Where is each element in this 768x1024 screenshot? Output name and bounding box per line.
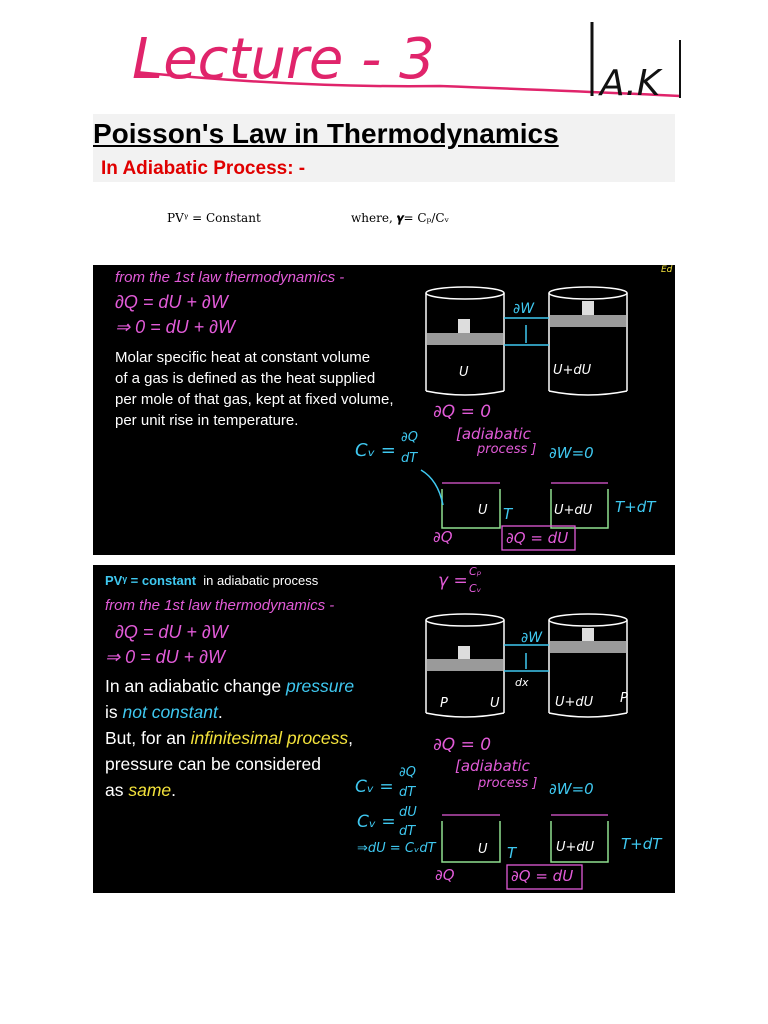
- slide2-u-label: U: [490, 696, 500, 711]
- slide2-gamma-num: Cₚ: [469, 565, 482, 578]
- slide2-line-3-c: ,: [348, 728, 354, 748]
- slide1-lower-u-label: U: [478, 503, 488, 518]
- slide2-process-label: process ]: [478, 776, 538, 791]
- slide1-tdt-label: T+dT: [615, 498, 656, 516]
- slide1-eq1: ∂Q = dU + ∂W: [115, 292, 228, 312]
- slide1-text-line-4: per unit rise in temperature.: [115, 412, 299, 429]
- slide1-corner-label: Ed: [661, 265, 673, 275]
- slide2-adiabatic-label: [adiabatic: [455, 757, 530, 775]
- lecture-slide-2: [93, 565, 675, 893]
- slide1-dq0-label: ∂Q = 0: [433, 402, 492, 422]
- slide1-dq-label: ∂Q: [433, 528, 453, 546]
- slide2-line-5-b: same: [128, 780, 172, 800]
- slide2-cv2-lhs: Cᵥ =: [357, 812, 396, 832]
- slide2-eq2: ⇒ 0 = dU + ∂W: [105, 647, 226, 667]
- slide1-u-label: U: [459, 365, 469, 380]
- subtitle: In Adiabatic Process: -: [101, 158, 306, 179]
- slide1-dw-label: ∂W: [513, 301, 535, 317]
- slide2-top-rest: in adiabatic process: [203, 573, 319, 588]
- slide1-heading: from the 1st law thermodynamics -: [115, 269, 345, 286]
- slide2-dw-label: ∂W: [521, 630, 543, 646]
- slide2-tdt-label: T+dT: [621, 835, 662, 853]
- slide2-t-label: T: [507, 844, 517, 862]
- slide2-lower-u-label: U: [478, 842, 488, 857]
- slide2-cv1-den: dT: [399, 785, 416, 800]
- slide2-line-1-b: pressure: [285, 676, 355, 696]
- slide1-text-line-2: of a gas is defined as the heat supplied: [115, 370, 376, 387]
- slide2-dw0-label: ∂W=0: [549, 780, 594, 798]
- slide2-dx-label: dx: [515, 676, 529, 689]
- slide2-dqdu-label: ∂Q = dU: [511, 867, 574, 885]
- slide1-udu-label: U+dU: [553, 363, 592, 378]
- slide2-cv1-num: ∂Q: [399, 765, 416, 780]
- slide2-eq1: ∂Q = dU + ∂W: [115, 622, 228, 642]
- slide1-eq2: ⇒ 0 = dU + ∂W: [115, 317, 236, 337]
- formula-right-prefix: where,: [351, 211, 393, 225]
- slide2-line-2-b: not constant: [122, 702, 218, 722]
- slide2-p-left-label: P: [440, 696, 448, 711]
- formula-gamma: 𝜸: [396, 211, 404, 225]
- slide2-line-5-a: as: [105, 780, 129, 800]
- page-title: Poisson's Law in Thermodynamics: [93, 118, 559, 149]
- slide2-lower-udu-label: U+dU: [556, 840, 595, 855]
- slide2-dq-label: ∂Q: [435, 866, 455, 884]
- slide2-p-right-label: P: [620, 691, 628, 706]
- slide2-line-1-a: In an adiabatic change: [105, 676, 286, 696]
- slide1-cv-lhs: Cᵥ =: [355, 440, 396, 461]
- slide1-text-line-3: per mole of that gas, kept at fixed volume,: [115, 391, 394, 408]
- slide2-heading: from the 1st law thermodynamics -: [105, 597, 335, 614]
- handwritten-title: Lecture - 3: [132, 27, 435, 92]
- handwritten-header: [0, 0, 768, 110]
- slide2-du-eq: ⇒dU = CᵥdT: [357, 841, 436, 856]
- formula-right-rest: = Cₚ/Cᵥ: [403, 211, 450, 225]
- slide2-line-5-c: .: [171, 780, 177, 800]
- slide2-line-3-a: But, for an: [105, 728, 191, 748]
- slide2-cv2-num: dU: [399, 805, 417, 820]
- slide1-t-label: T: [503, 505, 513, 523]
- slide2-line-4: pressure can be considered: [105, 754, 321, 774]
- slide2-top-pv: PVᵞ = constant: [105, 573, 197, 588]
- slide1-cv-num: ∂Q: [401, 430, 418, 445]
- formula-right: [351, 211, 449, 226]
- slide2-line-2-c: .: [217, 702, 223, 722]
- lecture-slide-1: [93, 265, 675, 555]
- slide1-dw0-label: ∂W=0: [549, 444, 594, 462]
- slide1-dqdu-label: ∂Q = dU: [506, 529, 569, 547]
- slide2-cv1-lhs: Cᵥ =: [355, 777, 394, 797]
- slide2-udu-label: U+dU: [555, 695, 594, 710]
- slide2-gamma-den: Cᵥ: [469, 582, 482, 595]
- slide1-text-line-1: Molar specific heat at constant volume: [115, 349, 371, 366]
- slide2-dq0-label: ∂Q = 0: [433, 735, 492, 755]
- slide2-cv2-den: dT: [399, 824, 416, 839]
- slide1-lower-udu-label: U+dU: [554, 503, 593, 518]
- slide2-line-3-b: infinitesimal process: [190, 728, 349, 748]
- slide1-adiabatic-label: [adiabatic: [456, 425, 531, 443]
- slide2-line-2-a: is: [105, 702, 123, 722]
- slide2-gamma-lhs: γ =: [438, 571, 468, 591]
- slide1-cv-den: dT: [401, 451, 418, 466]
- formula-left: PVᵞ = Constant: [167, 211, 261, 225]
- handwritten-initials: A.K: [600, 63, 661, 104]
- slide1-process-label: process ]: [477, 442, 537, 457]
